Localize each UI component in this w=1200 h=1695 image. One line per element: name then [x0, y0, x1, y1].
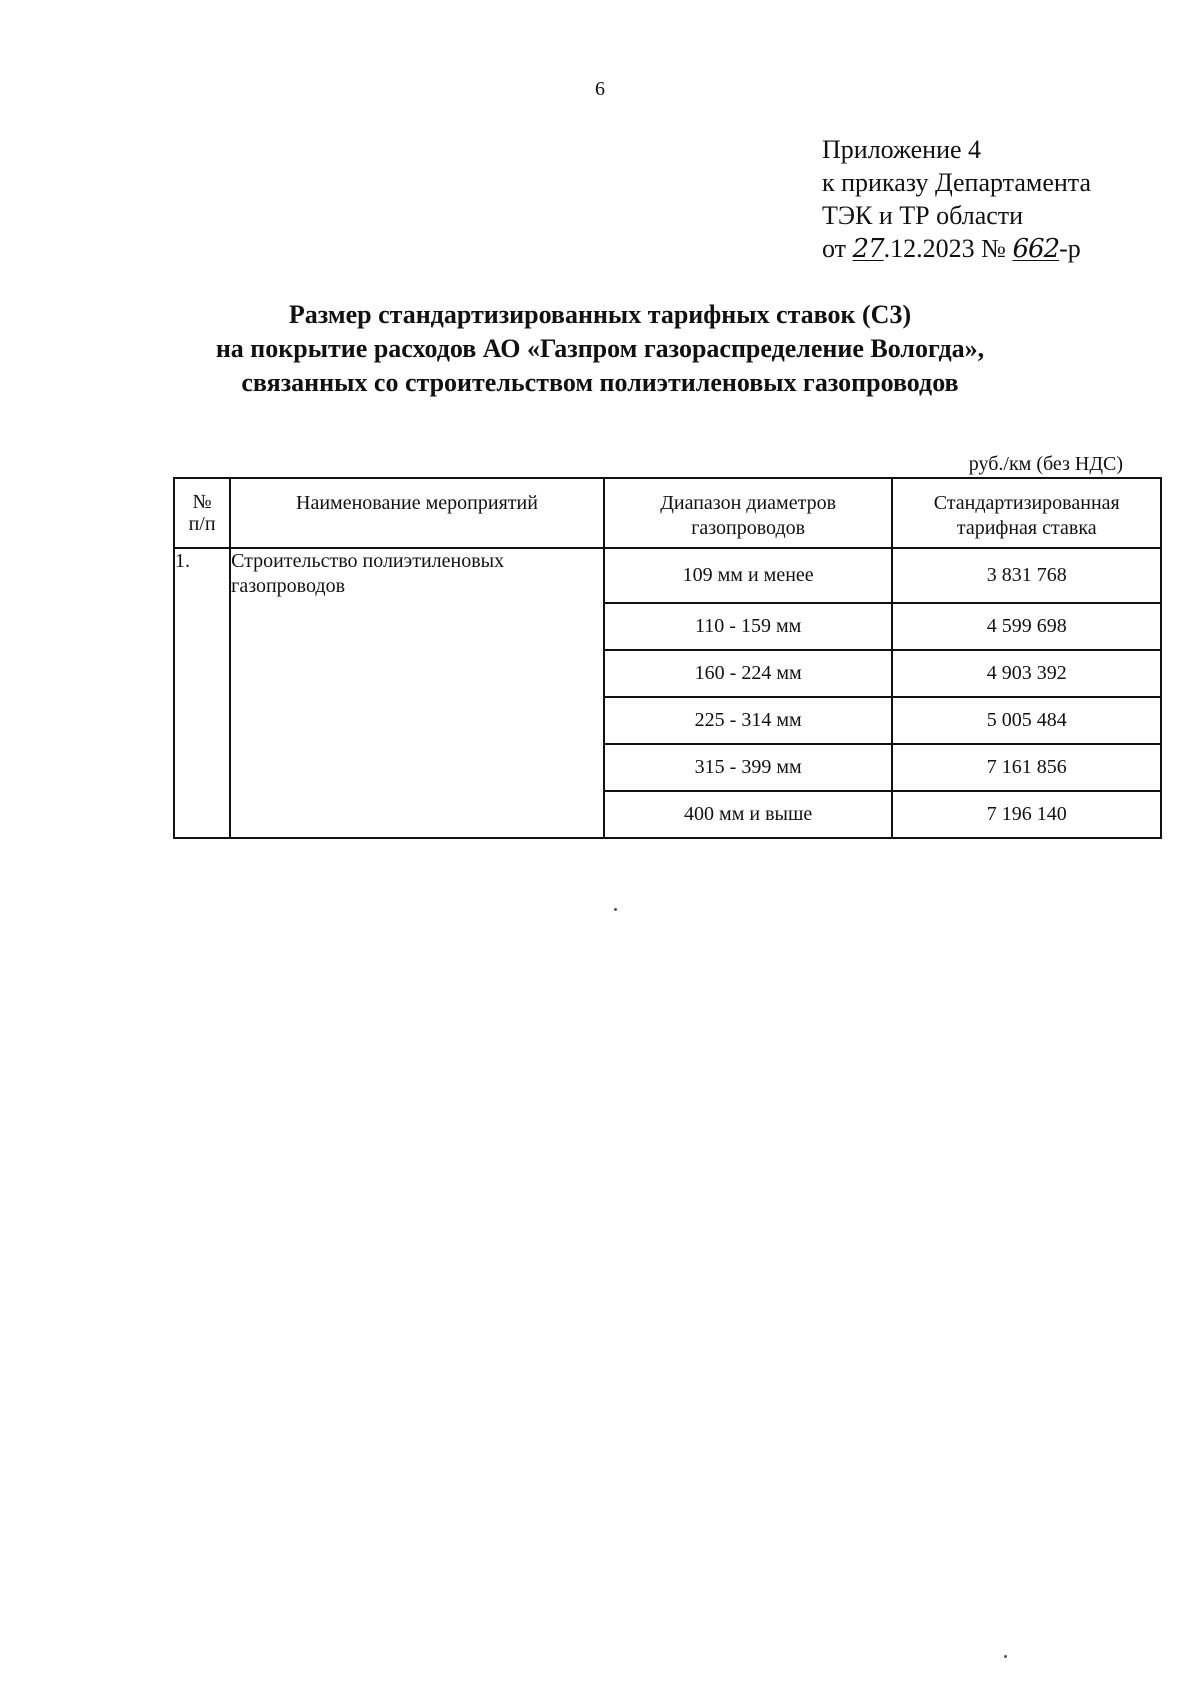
scan-speck	[614, 908, 617, 911]
range-cell: 160 - 224 мм	[604, 650, 893, 697]
appendix-date-line	[822, 232, 1091, 266]
rate-cell: 7 196 140	[892, 791, 1161, 838]
header-range-line-2: газопроводов	[691, 517, 806, 539]
table-row	[174, 548, 1161, 603]
header-range	[604, 478, 893, 548]
header-number	[174, 478, 230, 548]
header-name: Наименование мероприятий	[230, 478, 604, 548]
title-line-1: Размер стандартизированных тарифных ставок (С3)	[288, 300, 912, 329]
rate-cell: 5 005 484	[892, 697, 1161, 744]
title-line-2: на покрытие расходов АО «Газпром газораспределение Вологда»,	[215, 334, 985, 363]
item-number: 1.	[174, 548, 230, 838]
rate-cell: 4 599 698	[892, 603, 1161, 650]
date-day-handwritten: 27	[852, 234, 884, 264]
appendix-block	[822, 133, 1091, 266]
number-suffix: -р	[1059, 234, 1081, 263]
header-range-line-1: Диапазон диаметров	[660, 492, 837, 514]
page-number: 6	[595, 78, 605, 100]
table-header-row	[174, 478, 1161, 548]
rate-cell: 3 831 768	[892, 548, 1161, 603]
header-rate-line-2: тарифная ставка	[956, 517, 1097, 539]
range-cell: 315 - 399 мм	[604, 744, 893, 791]
header-number-line-2: п/п	[188, 513, 216, 535]
header-rate	[892, 478, 1161, 548]
date-rest: .12.2023	[883, 234, 975, 263]
range-cell: 109 мм и менее	[604, 548, 893, 603]
date-prefix: от	[822, 234, 847, 263]
document-title	[0, 298, 1200, 400]
item-name: Строительство полиэтиленовых газопроводов	[230, 548, 604, 838]
rate-cell: 7 161 856	[892, 744, 1161, 791]
appendix-line-3: ТЭК и ТР области	[822, 201, 1024, 230]
title-line-3: связанных со строительством полиэтиленовых газопроводов	[241, 368, 959, 397]
range-cell: 110 - 159 мм	[604, 603, 893, 650]
appendix-line-1: Приложение 4	[822, 135, 982, 164]
tariff-table	[173, 477, 1162, 839]
header-rate-line-1: Стандартизированная	[933, 492, 1120, 514]
range-cell: 400 мм и выше	[604, 791, 893, 838]
number-prefix: №	[981, 234, 1006, 263]
order-number-handwritten: 662	[1012, 234, 1060, 264]
appendix-line-2: к приказу Департамента	[822, 168, 1092, 197]
rate-cell: 4 903 392	[892, 650, 1161, 697]
scan-speck	[1004, 1655, 1007, 1658]
unit-note: руб./км (без НДС)	[968, 453, 1123, 475]
header-number-line-1: №	[192, 491, 212, 513]
range-cell: 225 - 314 мм	[604, 697, 893, 744]
